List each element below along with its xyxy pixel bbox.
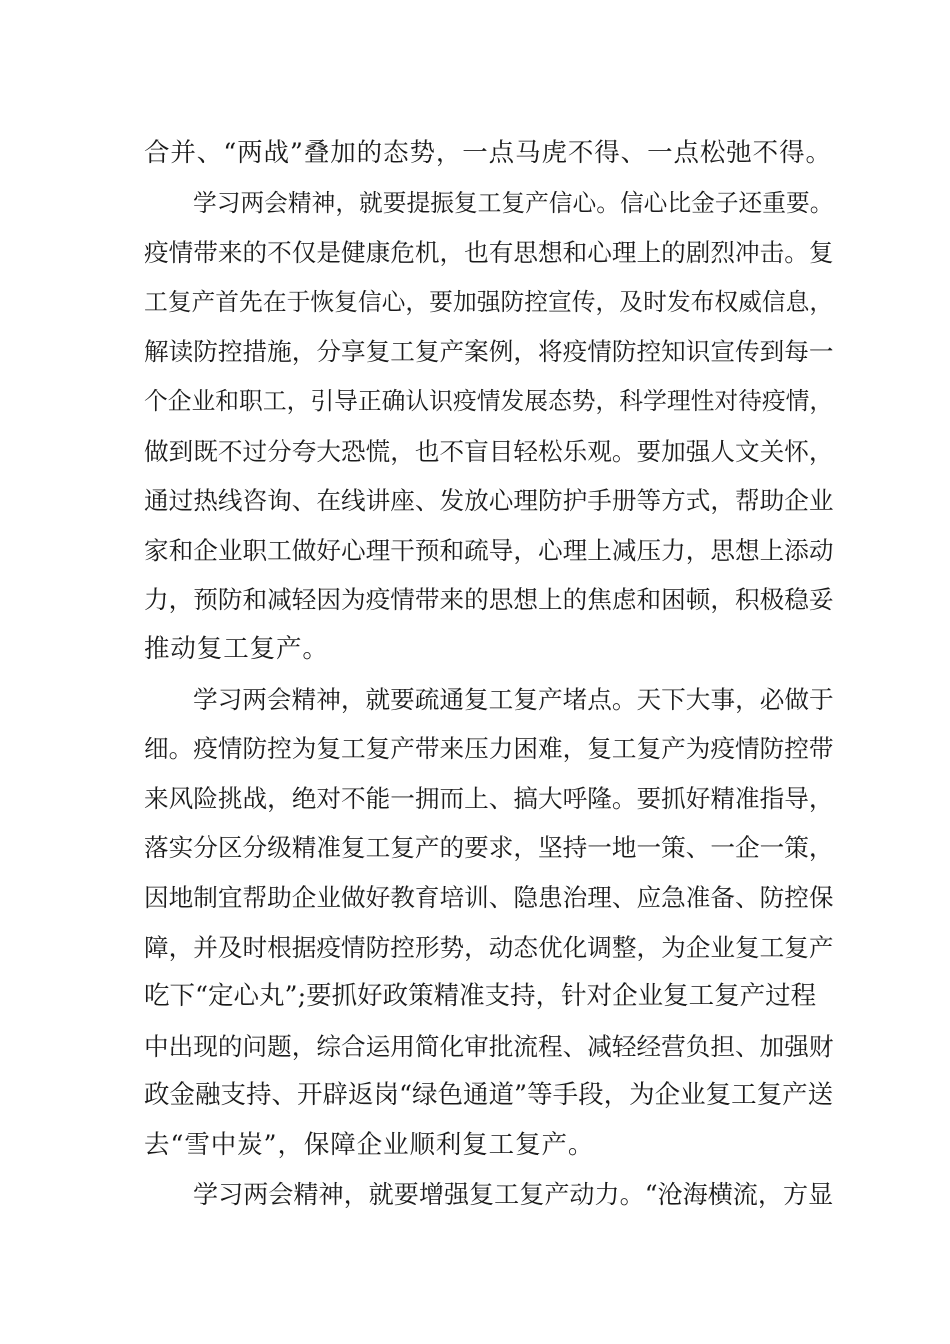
text-line: 政金融支持、开辟返岗“绿色通道”等手段，为企业复工复产送 — [144, 1080, 834, 1111]
text-line: 去“雪中炭”，保障企业顺利复工复产。 — [144, 1129, 595, 1160]
text-line: 障，并及时根据疫情防控形势，动态优化调整，为企业复工复产 — [144, 932, 834, 962]
text-line: 推动复工复产。 — [144, 633, 329, 664]
text-line: 解读防控措施，分享复工复产案例，将疫情防控知识宣传到每一 — [144, 337, 834, 367]
text-line: 个企业和职工，引导正确认识疫情发展态势，科学理性对待疫情， — [144, 386, 834, 415]
text-line: 细。疫情防控为复工复产带来压力困难，复工复产为疫情防控带 — [144, 734, 834, 764]
paragraph-first-line: 学习两会精神，就要疏通复工复产堵点。天下大事，必做于 — [193, 684, 834, 714]
text-line: 家和企业职工做好心理干预和疏导，心理上减压力，思想上添动 — [144, 535, 834, 565]
text-line: 吃下“定心丸”;要抓好政策精准支持，针对企业复工复产过程 — [144, 981, 817, 1012]
text-line: 落实分区分级精准复工复产的要求，坚持一地一策、一企一策， — [144, 833, 834, 863]
paragraph-first-line: 学习两会精神，就要提振复工复产信心。信心比金子还重要。 — [193, 188, 834, 217]
document-body — [144, 129, 834, 1220]
text-line: 中出现的问题，综合运用简化审批流程、减轻经营负担、加强财 — [144, 1031, 834, 1061]
text-line: 来风险挑战，绝对不能一拥而上、搞大呼隆。要抓好精准指导， — [144, 783, 834, 813]
text-line: 力，预防和减轻因为疫情带来的思想上的焦虑和困顿，积极稳妥 — [144, 585, 834, 615]
paragraph-first-line: 学习两会精神，就要增强复工复产动力。“沧海横流，方显 — [193, 1180, 834, 1210]
text-line: 工复产首先在于恢复信心，要加强防控宣传，及时发布权威信息， — [144, 287, 834, 316]
text-line: 通过热线咨询、在线讲座、发放心理防护手册等方式，帮助企业 — [144, 486, 834, 516]
text-line: 合并、“两战”叠加的态势，一点马虎不得、一点松弛不得。 — [144, 138, 832, 168]
text-line: 因地制宜帮助企业做好教育培训、隐患治理、应急准备、防控保 — [144, 882, 834, 912]
text-line: 做到既不过分夸大恐慌，也不盲目轻松乐观。要加强人文关怀， — [144, 436, 834, 466]
text-line: 疫情带来的不仅是健康危机，也有思想和心理上的剧烈冲击。复 — [144, 238, 834, 268]
